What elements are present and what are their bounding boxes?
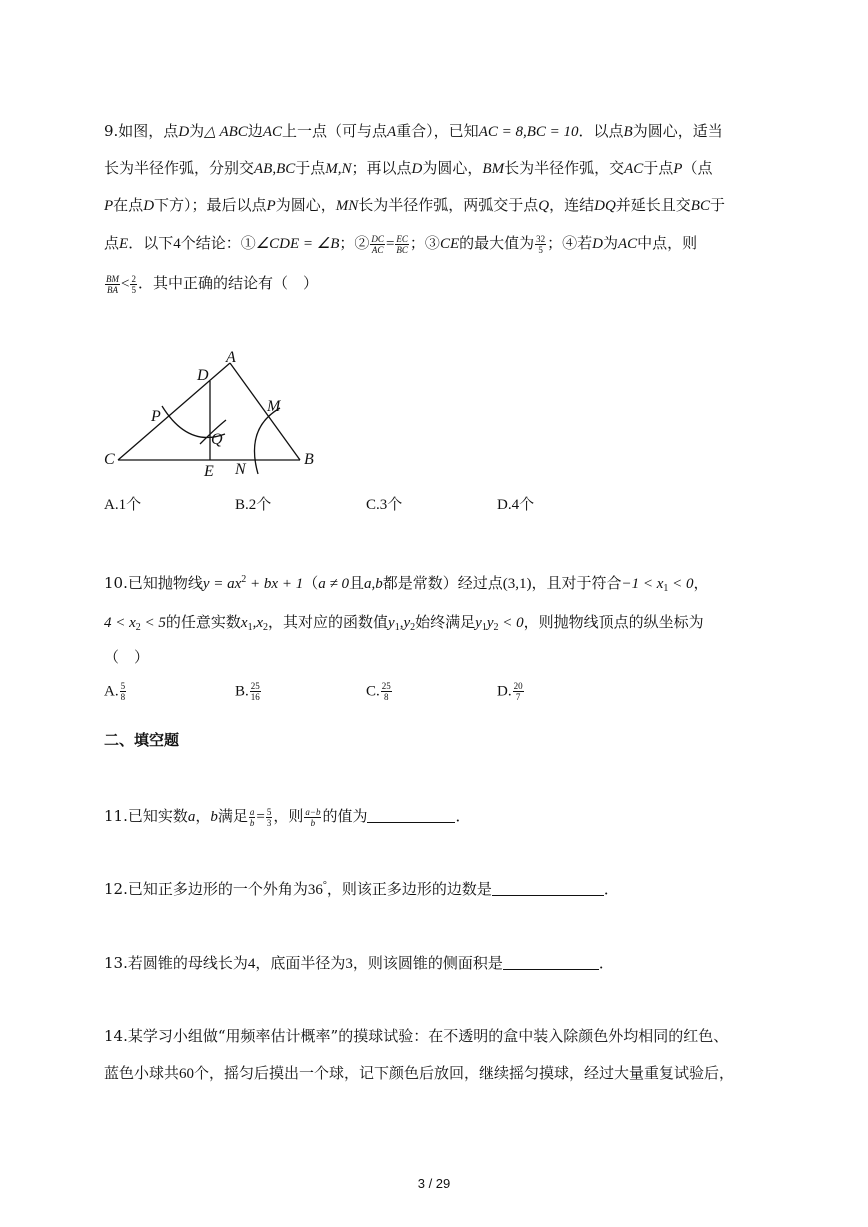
label-n: N bbox=[235, 461, 246, 478]
answer-blank-13[interactable] bbox=[503, 955, 599, 970]
q9-option-a: A.1个 bbox=[104, 495, 142, 513]
triangle-construction-figure bbox=[100, 348, 330, 483]
q10-option-a: A. $\frac{5}{8}$ bbox=[104, 681, 126, 702]
q14-line-2: 蓝色小球共60个，摇匀后摸出一个球，记下颜色后放回，继续摇匀摸球，经过大量重复试验后， bbox=[104, 1064, 735, 1082]
fraction-ec-bc: $\frac{EC}{BC}$ bbox=[396, 233, 408, 255]
q9-option-b: B.2个 bbox=[235, 495, 272, 513]
label-b: B bbox=[304, 451, 314, 468]
q9-line-4: 点E．以下4个结论：①∠CDE = ∠B；② $\frac{DC}{AC}$ = $\frac{EC}{BC}$ ；③CE的最大值为 $\frac{32}{5}$ ；④若D为AC中点，则 bbox=[104, 233, 698, 255]
q9-option-d: D.4个 bbox=[497, 495, 535, 513]
label-q: Q bbox=[211, 431, 223, 448]
label-m: M bbox=[267, 398, 281, 415]
fraction-dc-ac: $\frac{DC}{AC}$ bbox=[371, 233, 384, 255]
q10-line-3: （ ） bbox=[104, 648, 150, 666]
page-number: 3 / 29 bbox=[417, 1176, 451, 1191]
q10-option-c: C. $\frac{25}{8}$ bbox=[366, 681, 391, 702]
label-d: D bbox=[197, 367, 209, 384]
label-p: P bbox=[151, 408, 161, 425]
section-heading: 二、填空题 bbox=[104, 731, 180, 749]
label-e: E bbox=[204, 463, 214, 480]
q10-option-b: B. $\frac{25}{16}$ bbox=[235, 681, 260, 702]
segment-ab bbox=[230, 363, 300, 460]
arc-mn bbox=[254, 408, 280, 474]
answer-blank-11[interactable] bbox=[367, 808, 455, 823]
fraction-bm-ba: $\frac{BM}{BA}$ bbox=[106, 273, 119, 295]
q12-line: 12.已知正多边形的一个外角为36°，则该正多边形的边数是 ． bbox=[104, 880, 619, 898]
q9-line-2: 长为半径作弧，分别交AB,BC于点M,N；再以点D为圆心，BM长为半径作弧，交AC于点P（点 bbox=[104, 159, 713, 177]
q10-option-d: D. $\frac{20}{7}$ bbox=[497, 681, 523, 702]
q9-line-3: P在点D下方）；最后以点P为圆心，MN长为半径作弧，两弧交于点Q，连结DQ并延长且交BC于 bbox=[104, 196, 725, 214]
fraction-2-5: $\frac{2}{5}$ bbox=[131, 273, 136, 295]
q9-line-5: $\frac{BM}{BA}$ < $\frac{2}{5}$ ．其中正确的结论有（ ） bbox=[106, 273, 318, 295]
q9-line-1: 9.如图，点D为△ ABC边AC上一点（可与点A重合），已知AC = 8,BC = 10．以点B为圆心，适当 bbox=[104, 122, 723, 140]
answer-blank-12[interactable] bbox=[492, 881, 604, 896]
label-a: A bbox=[226, 349, 236, 366]
q11-line: 11.已知实数a，b满足 $\frac{a}{b}$ = $\frac{5}{3}$ ，则 $\frac{a-b}{b}$ 的值为 ． bbox=[104, 806, 471, 828]
q13-line: 13.若圆锥的母线长为4，底面半径为3，则该圆锥的侧面积是 ． bbox=[104, 954, 614, 972]
q10-line-2: $4 < x_2 < 5$的任意实数$x_1,x_2$，其对应的函数值$y_1,y_2$始终满足$y_1y_2 < 0$，则抛物线顶点的纵坐标为 bbox=[104, 613, 704, 633]
fraction-32-5: $\frac{32}{5}$ bbox=[536, 233, 546, 255]
q9-option-c: C.3个 bbox=[366, 495, 403, 513]
label-c: C bbox=[104, 451, 115, 468]
q14-line-1: 14.某学习小组做“用频率估计概率”的摸球试验：在不透明的盒中装入除颜色外均相同的红色、 bbox=[104, 1027, 729, 1045]
q10-line-1: 10.已知抛物线$y = ax^2$ + bx + 1（a ≠ 0且a,b都是常数）经过点(3,1)，且对于符合$-1 < x_1 < 0$， bbox=[104, 574, 709, 594]
